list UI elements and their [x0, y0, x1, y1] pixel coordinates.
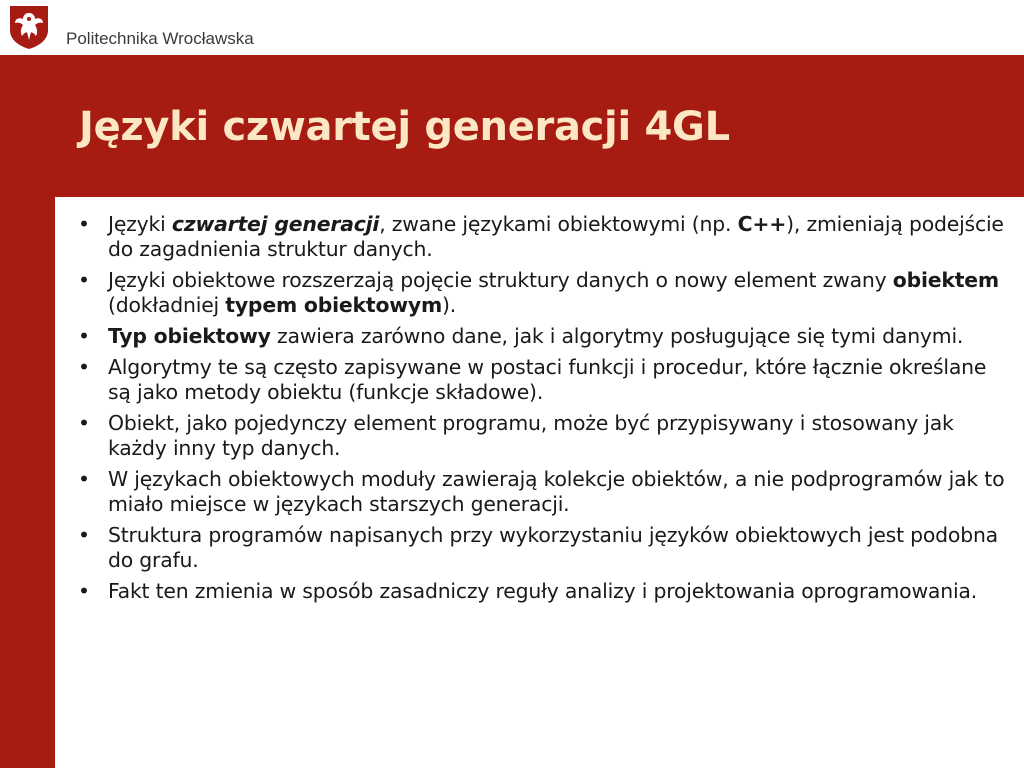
bullet-text: Języki	[108, 212, 172, 236]
bullet-text: Języki obiektowe rozszerzają pojęcie struktury danych o nowy element zwany	[108, 268, 893, 292]
bullet-item	[78, 268, 1008, 318]
bullet-list	[78, 212, 1008, 604]
bullet-text: Obiekt, jako pojedynczy element programu, może być przypisywany i stosowany jak każdy inny typ danych.	[108, 411, 954, 460]
bullet-text: (dokładniej	[108, 293, 226, 317]
bullet-item	[78, 467, 1008, 517]
emphasis-term: czwartej generacji	[171, 212, 380, 236]
bullet-marker: •	[78, 355, 90, 379]
bullet-item	[78, 324, 1008, 349]
bullet-text: ).	[442, 293, 457, 317]
bold-term: obiektem	[892, 268, 999, 292]
slide-title: Języki czwartej generacji 4GL	[79, 104, 730, 150]
bullet-marker: •	[78, 212, 90, 236]
bullet-marker: •	[78, 467, 90, 491]
bullet-item	[78, 212, 1008, 262]
bullet-item	[78, 579, 1008, 604]
bullet-marker: •	[78, 268, 90, 292]
bullet-text: ), zmieniają podejście do zagadnienia struktur danych.	[108, 212, 1004, 261]
bold-term: C++	[737, 212, 787, 236]
left-accent-bar	[0, 55, 55, 768]
bullet-item	[78, 355, 1008, 405]
slide-content	[78, 212, 1008, 610]
bold-term: Typ obiektowy	[108, 324, 271, 348]
bullet-marker: •	[78, 579, 90, 603]
university-crest-icon	[8, 4, 50, 50]
bullet-item	[78, 523, 1008, 573]
bullet-text: Algorytmy te są często zapisywane w postaci funkcji i procedur, które łącznie określane są jako metody obiektu (funkcje składowe).	[108, 355, 987, 404]
institution-name: Politechnika Wrocławska	[66, 29, 254, 48]
bullet-text: zawiera zarówno dane, jak i algorytmy posługujące się tymi danymi.	[270, 324, 964, 348]
bullet-text: W językach obiektowych moduły zawierają kolekcje obiektów, a nie podprogramów jak to miało miejsce w językach starszych generacji.	[108, 467, 1005, 516]
bullet-text: Struktura programów napisanych przy wykorzystaniu języków obiektowych jest podobna do grafu.	[108, 523, 998, 572]
bullet-marker: •	[78, 411, 90, 435]
bold-term: typem obiektowym	[225, 293, 443, 317]
bullet-marker: •	[78, 523, 90, 547]
bullet-text: Fakt ten zmienia w sposób zasadniczy reguły analizy i projektowania oprogramowania.	[108, 579, 977, 603]
slide-header	[0, 0, 1024, 55]
title-band	[55, 55, 1024, 197]
bullet-item	[78, 411, 1008, 461]
bullet-text: , zwane językami obiektowymi (np.	[379, 212, 738, 236]
bullet-marker: •	[78, 324, 90, 348]
